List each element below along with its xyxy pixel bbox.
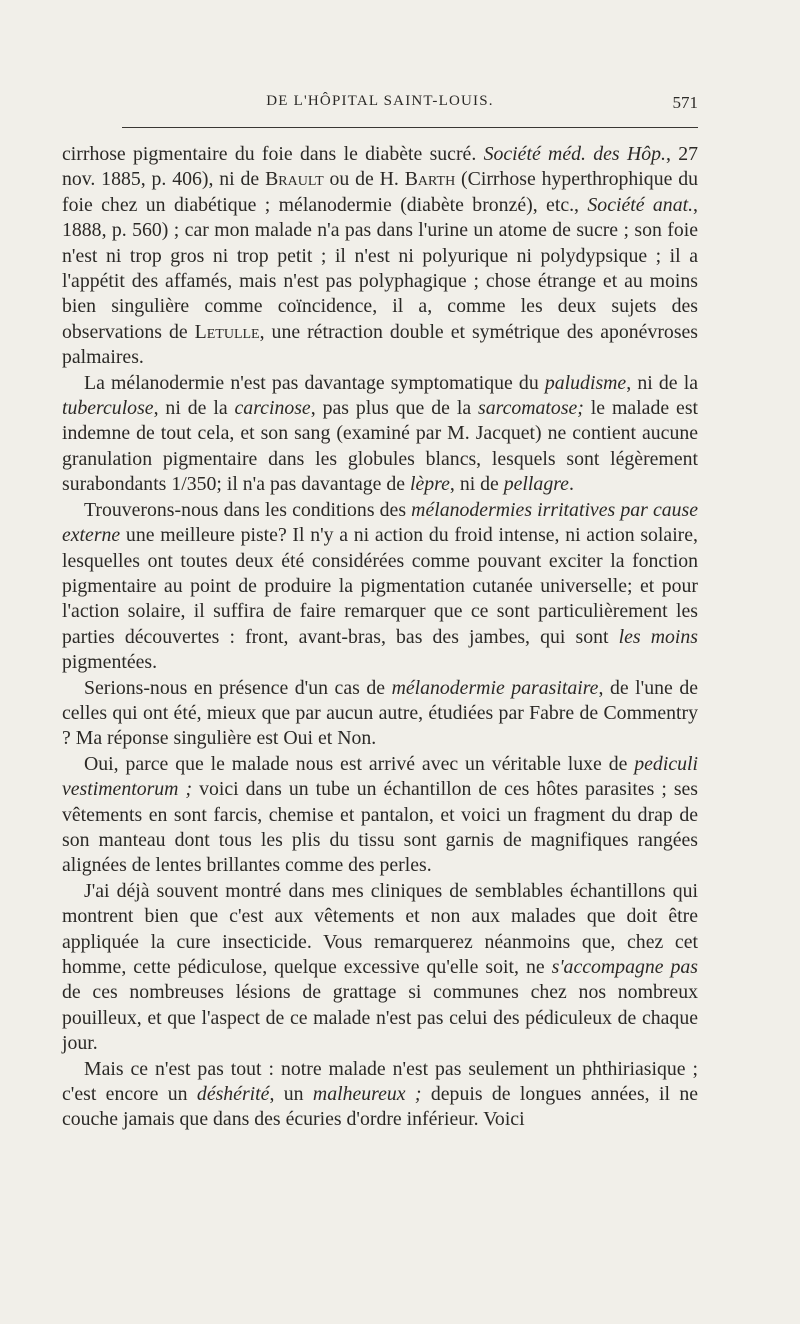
author-name: Brault [265,168,324,191]
paragraph [62,676,698,752]
paragraph [62,498,698,676]
text-run: , ni de la [153,397,235,420]
text-run: pigmentées. [62,651,158,674]
text-run: ou de H. [323,168,405,191]
paragraph [62,371,698,498]
text-run: , ni de [449,473,504,496]
text-run: , de l'une de celles qui ont été, mieux que par aucun autre, étudiées par Fabre de Commentry ? Ma réponse singulière est Oui et Non. [62,676,698,750]
text-run: depuis de longues années, il ne couche jamais que dans des écuries d'ordre inférieur. Voici [62,1083,698,1131]
italic-text: malheureux ; [312,1083,422,1106]
text-run: Mais ce n'est pas tout : notre malade n'est pas seulement un phthiriasique ; c'est encore un [62,1057,698,1106]
text-run: une meilleure piste? Il n'y a ni action du froid intense, ni action solaire, lesquelles ont toutes deux été considérées comme pouvant exciter la fonction pigmentaire au point de produire la pigmentation cutanée universelle; et pour l'action solaire, il suffira de faire remarquer que ce sont particulièrement les parties découvertes : front, avant-bras, bas des jambes, qui sont [62,524,698,648]
italic-text: les moins [618,625,699,648]
text-run: cirrhose pigmentaire du foie dans le diabète sucré. [62,143,484,165]
italic-text: carcinose [234,397,311,420]
text-run: Serions-nous en présence d'un cas de [84,676,392,699]
running-title: DE L'HÔPITAL SAINT-LOUIS. [266,93,494,109]
text-run: , un [269,1083,313,1106]
text-run: , une rétraction double et symétrique des aponévroses palmaires. [62,320,698,369]
text-run: Oui, parce que le malade nous est arrivé avec un véritable luxe de [84,752,635,775]
paragraph [62,879,698,1057]
header-rule [122,127,698,128]
italic-text: mélanodermies irritatives par cause externe [62,498,698,547]
text-run: voici dans un tube un échantillon de ces hôtes parasites ; ses vêtements en sont farcis, chemise et pantalon, et voici un fragment du drap de son manteau dont tous les plis du tissu sont garnis de magnifiques rangées alignées de lentes brillantes comme des perles. [62,778,698,877]
author-name: Barth [404,168,456,191]
text-run: le malade est indemne de tout cela, et son sang (examiné par M. Jacquet) ne contient aucune granulation pigmentaire dans les globules blancs, lesquels sont légèrement surabondants 1/350; il n'a pas davantage de [62,397,699,496]
text-run: J'ai déjà souvent montré dans mes cliniques de semblables échantillons qui montrent bien que c'est aux vêtements et non aux malades que doit être appliquée la cure insecticide. Vous remarquerez néanmoins que, chez cet homme, cette pédiculose, quelque excessive qu'elle soit, ne [62,879,698,978]
italic-text: s'accompagne pas [551,956,698,978]
text-run: La mélanodermie n'est pas davantage symptomatique du [84,371,545,394]
page-number: 571 [672,93,698,112]
paragraph [62,142,698,371]
text-run: de ces nombreuses lésions de grattage si communes chez nos nombreux pouilleux, et que l'aspect de ce malade n'est pas celui des pédiculeux de chaque jour. [62,981,698,1055]
italic-text: lèpre [410,473,450,496]
body-text [62,142,698,1133]
paragraph [62,1057,698,1133]
text-run: , 27 nov. 1885, p. 406), ni de [62,143,699,191]
italic-text: pediculi vestimentorum ; [62,752,698,801]
text-run: , ni de la [626,371,698,394]
italic-text: mélanodermie parasitaire [391,676,599,699]
paragraph [62,752,698,879]
italic-text: Société méd. des Hôp. [483,143,666,165]
italic-text: Société anat. [587,193,694,216]
running-header [62,93,698,119]
text-run: . [568,473,574,496]
text-run: , pas plus que de la [310,397,479,420]
italic-text: déshérité [196,1083,270,1106]
text-run: Trouverons-nous dans les conditions des [84,498,412,521]
italic-text: sarcomatose; [478,397,584,420]
italic-text: tuberculose [62,397,154,420]
text-run: , 1888, p. 560) ; car mon malade n'a pas dans l'urine un atome de sucre ; son foie n'est ni trop gros ni trop petit ; il n'est ni polyurique ni polydypsique ; il a l'appétit des affamés, mais n'est pas polyphagique ; chose étrange et au moins bien singulière comme coïncidence, il a, comme les deux sujets des observations de [62,193,698,343]
italic-text: paludisme [544,371,627,394]
author-name: Letulle [194,320,260,343]
italic-text: pellagre [503,473,569,496]
text-run: (Cirrhose hyperthrophique du foie chez un diabétique ; mélanodermie (diabète bronzé), etc., [62,168,698,216]
